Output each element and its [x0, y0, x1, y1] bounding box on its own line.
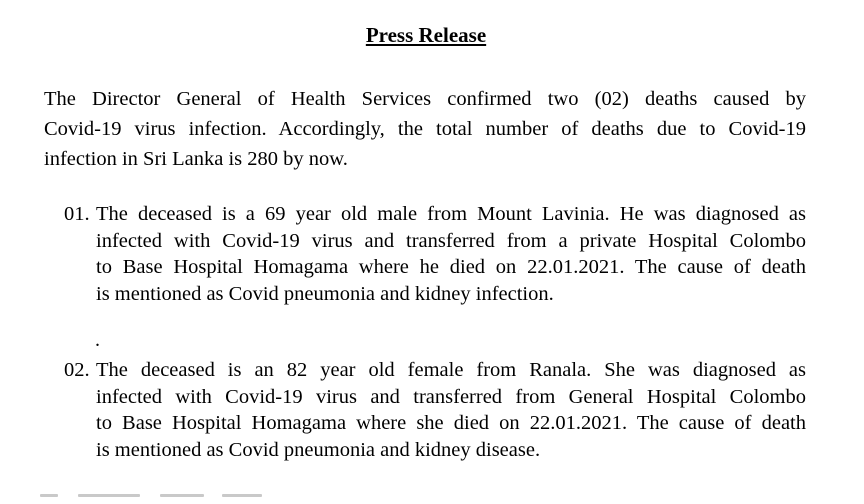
- cut-off-next-line: [40, 494, 280, 504]
- item-text: [96, 357, 806, 463]
- text-fragment: [78, 494, 140, 497]
- intro-paragraph: [44, 84, 806, 174]
- item-line: The deceased is a 69 year old male from Mount Lavinia. He was diagnosed as: [96, 203, 806, 225]
- item-line: is mentioned as Covid pneumonia and kidney disease.: [96, 438, 541, 461]
- text-fragment: [40, 494, 58, 497]
- item-line: infected with Covid-19 virus and transferred from General Hospital Colombo: [96, 385, 806, 408]
- item-number: 02.: [64, 359, 90, 381]
- separator-dot: .: [95, 329, 100, 351]
- list-item: [64, 357, 806, 467]
- item-line: to Base Hospital Homagama where she died on 22.01.2021. The cause of death: [96, 412, 806, 434]
- item-line: The deceased is an 82 year old female from Ranala. She was diagnosed as: [96, 359, 806, 381]
- intro-line: Covid-19 virus infection. Accordingly, the total number of deaths due to Covid-19: [44, 118, 806, 140]
- item-line: is mentioned as Covid pneumonia and kidney infection.: [96, 282, 554, 305]
- text-fragment: [160, 494, 204, 497]
- intro-line: infection in Sri Lanka is 280 by now.: [44, 148, 348, 170]
- text-fragment: [222, 494, 262, 497]
- item-text: [96, 201, 806, 307]
- list-item: [64, 201, 806, 311]
- item-line: to Base Hospital Homagama where he died on 22.01.2021. The cause of death: [96, 256, 806, 278]
- intro-line: The Director General of Health Services confirmed two (02) deaths caused by: [44, 88, 806, 110]
- page-title: Press Release: [365, 23, 487, 47]
- item-number: 01.: [64, 203, 90, 225]
- item-line: infected with Covid-19 virus and transferred from a private Hospital Colombo: [96, 229, 806, 252]
